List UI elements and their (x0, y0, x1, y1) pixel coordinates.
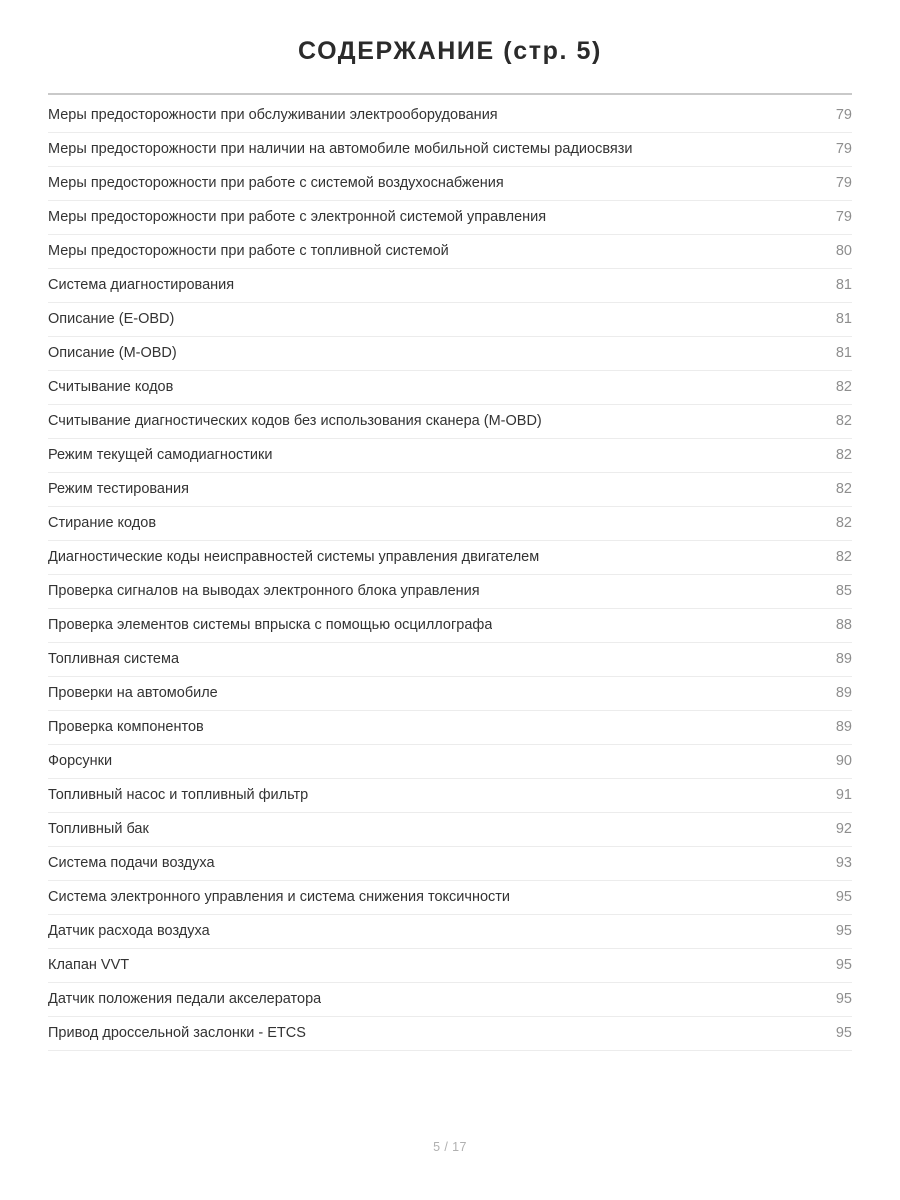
toc-entry-row[interactable] (48, 133, 852, 167)
table-of-contents-list (48, 95, 852, 1051)
toc-entry-row[interactable] (48, 507, 852, 541)
toc-entry-row[interactable] (48, 371, 852, 405)
page-header (48, 0, 852, 95)
toc-entry-row[interactable] (48, 813, 852, 847)
toc-entry-page-number: 82 (835, 549, 852, 566)
toc-entry-title: Меры предосторожности при работе с топливной системой (48, 243, 449, 260)
toc-entry-title: Система диагностирования (48, 277, 235, 294)
toc-entry-row[interactable] (48, 235, 852, 269)
toc-entry-title: Проверка сигналов на выводах электронного блока управления (48, 583, 480, 600)
toc-entry-page-number: 92 (835, 821, 852, 838)
toc-entry-row[interactable] (48, 779, 852, 813)
toc-entry-row[interactable] (48, 745, 852, 779)
toc-entry-title: Датчик расхода воздуха (48, 923, 210, 940)
page-indicator: 5 / 17 (433, 1140, 467, 1154)
toc-entry-page-number: 89 (835, 685, 852, 702)
toc-entry-page-number: 93 (835, 855, 852, 872)
toc-entry-page-number: 81 (835, 345, 852, 362)
toc-entry-row[interactable] (48, 847, 852, 881)
toc-entry-row[interactable] (48, 167, 852, 201)
toc-entry-page-number: 82 (835, 379, 852, 396)
toc-entry-row[interactable] (48, 881, 852, 915)
toc-entry-page-number: 79 (835, 107, 852, 124)
toc-entry-page-number: 95 (835, 1025, 852, 1042)
toc-entry-page-number: 95 (835, 923, 852, 940)
toc-entry-title: Топливный бак (48, 821, 149, 838)
toc-entry-page-number: 85 (835, 583, 852, 600)
toc-entry-title: Датчик положения педали акселератора (48, 991, 322, 1008)
toc-entry-row[interactable] (48, 269, 852, 303)
toc-entry-row[interactable] (48, 405, 852, 439)
toc-entry-title: Считывание диагностических кодов без использования сканера (M-OBD) (48, 413, 542, 430)
toc-entry-page-number: 82 (835, 447, 852, 464)
toc-entry-row[interactable] (48, 643, 852, 677)
toc-entry-page-number: 88 (835, 617, 852, 634)
toc-entry-page-number: 89 (835, 719, 852, 736)
toc-entry-row[interactable] (48, 303, 852, 337)
toc-entry-page-number: 81 (835, 311, 852, 328)
toc-entry-page-number: 79 (835, 141, 852, 158)
toc-entry-title: Проверка элементов системы впрыска с помощью осциллографа (48, 617, 493, 634)
toc-entry-page-number: 95 (835, 957, 852, 974)
toc-entry-row[interactable] (48, 677, 852, 711)
toc-entry-page-number: 89 (835, 651, 852, 668)
toc-entry-title: Считывание кодов (48, 379, 174, 396)
toc-entry-page-number: 82 (835, 481, 852, 498)
toc-entry-title: Режим тестирования (48, 481, 189, 498)
toc-entry-title: Система подачи воздуха (48, 855, 215, 872)
toc-entry-title: Клапан VVT (48, 957, 130, 974)
toc-entry-page-number: 90 (835, 753, 852, 770)
toc-entry-row[interactable] (48, 915, 852, 949)
toc-entry-row[interactable] (48, 473, 852, 507)
toc-entry-title: Проверка компонентов (48, 719, 204, 736)
toc-entry-page-number: 79 (835, 175, 852, 192)
toc-entry-title: Режим текущей самодиагностики (48, 447, 273, 464)
toc-entry-page-number: 95 (835, 889, 852, 906)
toc-entry-title: Топливный насос и топливный фильтр (48, 787, 309, 804)
toc-entry-page-number: 82 (835, 515, 852, 532)
page-footer (0, 1138, 900, 1156)
toc-entry-row[interactable] (48, 711, 852, 745)
toc-entry-row[interactable] (48, 99, 852, 133)
toc-entry-row[interactable] (48, 201, 852, 235)
toc-entry-page-number: 82 (835, 413, 852, 430)
toc-entry-title: Стирание кодов (48, 515, 157, 532)
toc-entry-row[interactable] (48, 439, 852, 473)
toc-entry-title: Форсунки (48, 753, 113, 770)
page-title: СОДЕРЖАНИЕ (стр. 5) (298, 37, 602, 65)
toc-entry-page-number: 80 (835, 243, 852, 260)
toc-entry-title: Проверки на автомобиле (48, 685, 218, 702)
toc-entry-title: Описание (M-OBD) (48, 345, 177, 362)
toc-entry-title: Меры предосторожности при работе с системой воздухоснабжения (48, 175, 504, 192)
toc-entry-title: Топливная система (48, 651, 180, 668)
toc-entry-title: Меры предосторожности при наличии на автомобиле мобильной системы радиосвязи (48, 141, 633, 158)
toc-entry-page-number: 81 (835, 277, 852, 294)
toc-entry-page-number: 91 (835, 787, 852, 804)
toc-entry-page-number: 95 (835, 991, 852, 1008)
toc-entry-row[interactable] (48, 337, 852, 371)
toc-entry-row[interactable] (48, 983, 852, 1017)
toc-entry-title: Диагностические коды неисправностей системы управления двигателем (48, 549, 540, 566)
toc-entry-row[interactable] (48, 609, 852, 643)
toc-entry-title: Описание (E-OBD) (48, 311, 175, 328)
toc-entry-row[interactable] (48, 1017, 852, 1051)
toc-entry-title: Меры предосторожности при работе с электронной системой управления (48, 209, 547, 226)
toc-entry-title: Меры предосторожности при обслуживании электрооборудования (48, 107, 498, 124)
toc-entry-page-number: 79 (835, 209, 852, 226)
toc-entry-row[interactable] (48, 541, 852, 575)
toc-entry-row[interactable] (48, 949, 852, 983)
toc-entry-row[interactable] (48, 575, 852, 609)
toc-entry-title: Система электронного управления и система снижения токсичности (48, 889, 511, 906)
toc-entry-title: Привод дроссельной заслонки - ETCS (48, 1025, 306, 1042)
